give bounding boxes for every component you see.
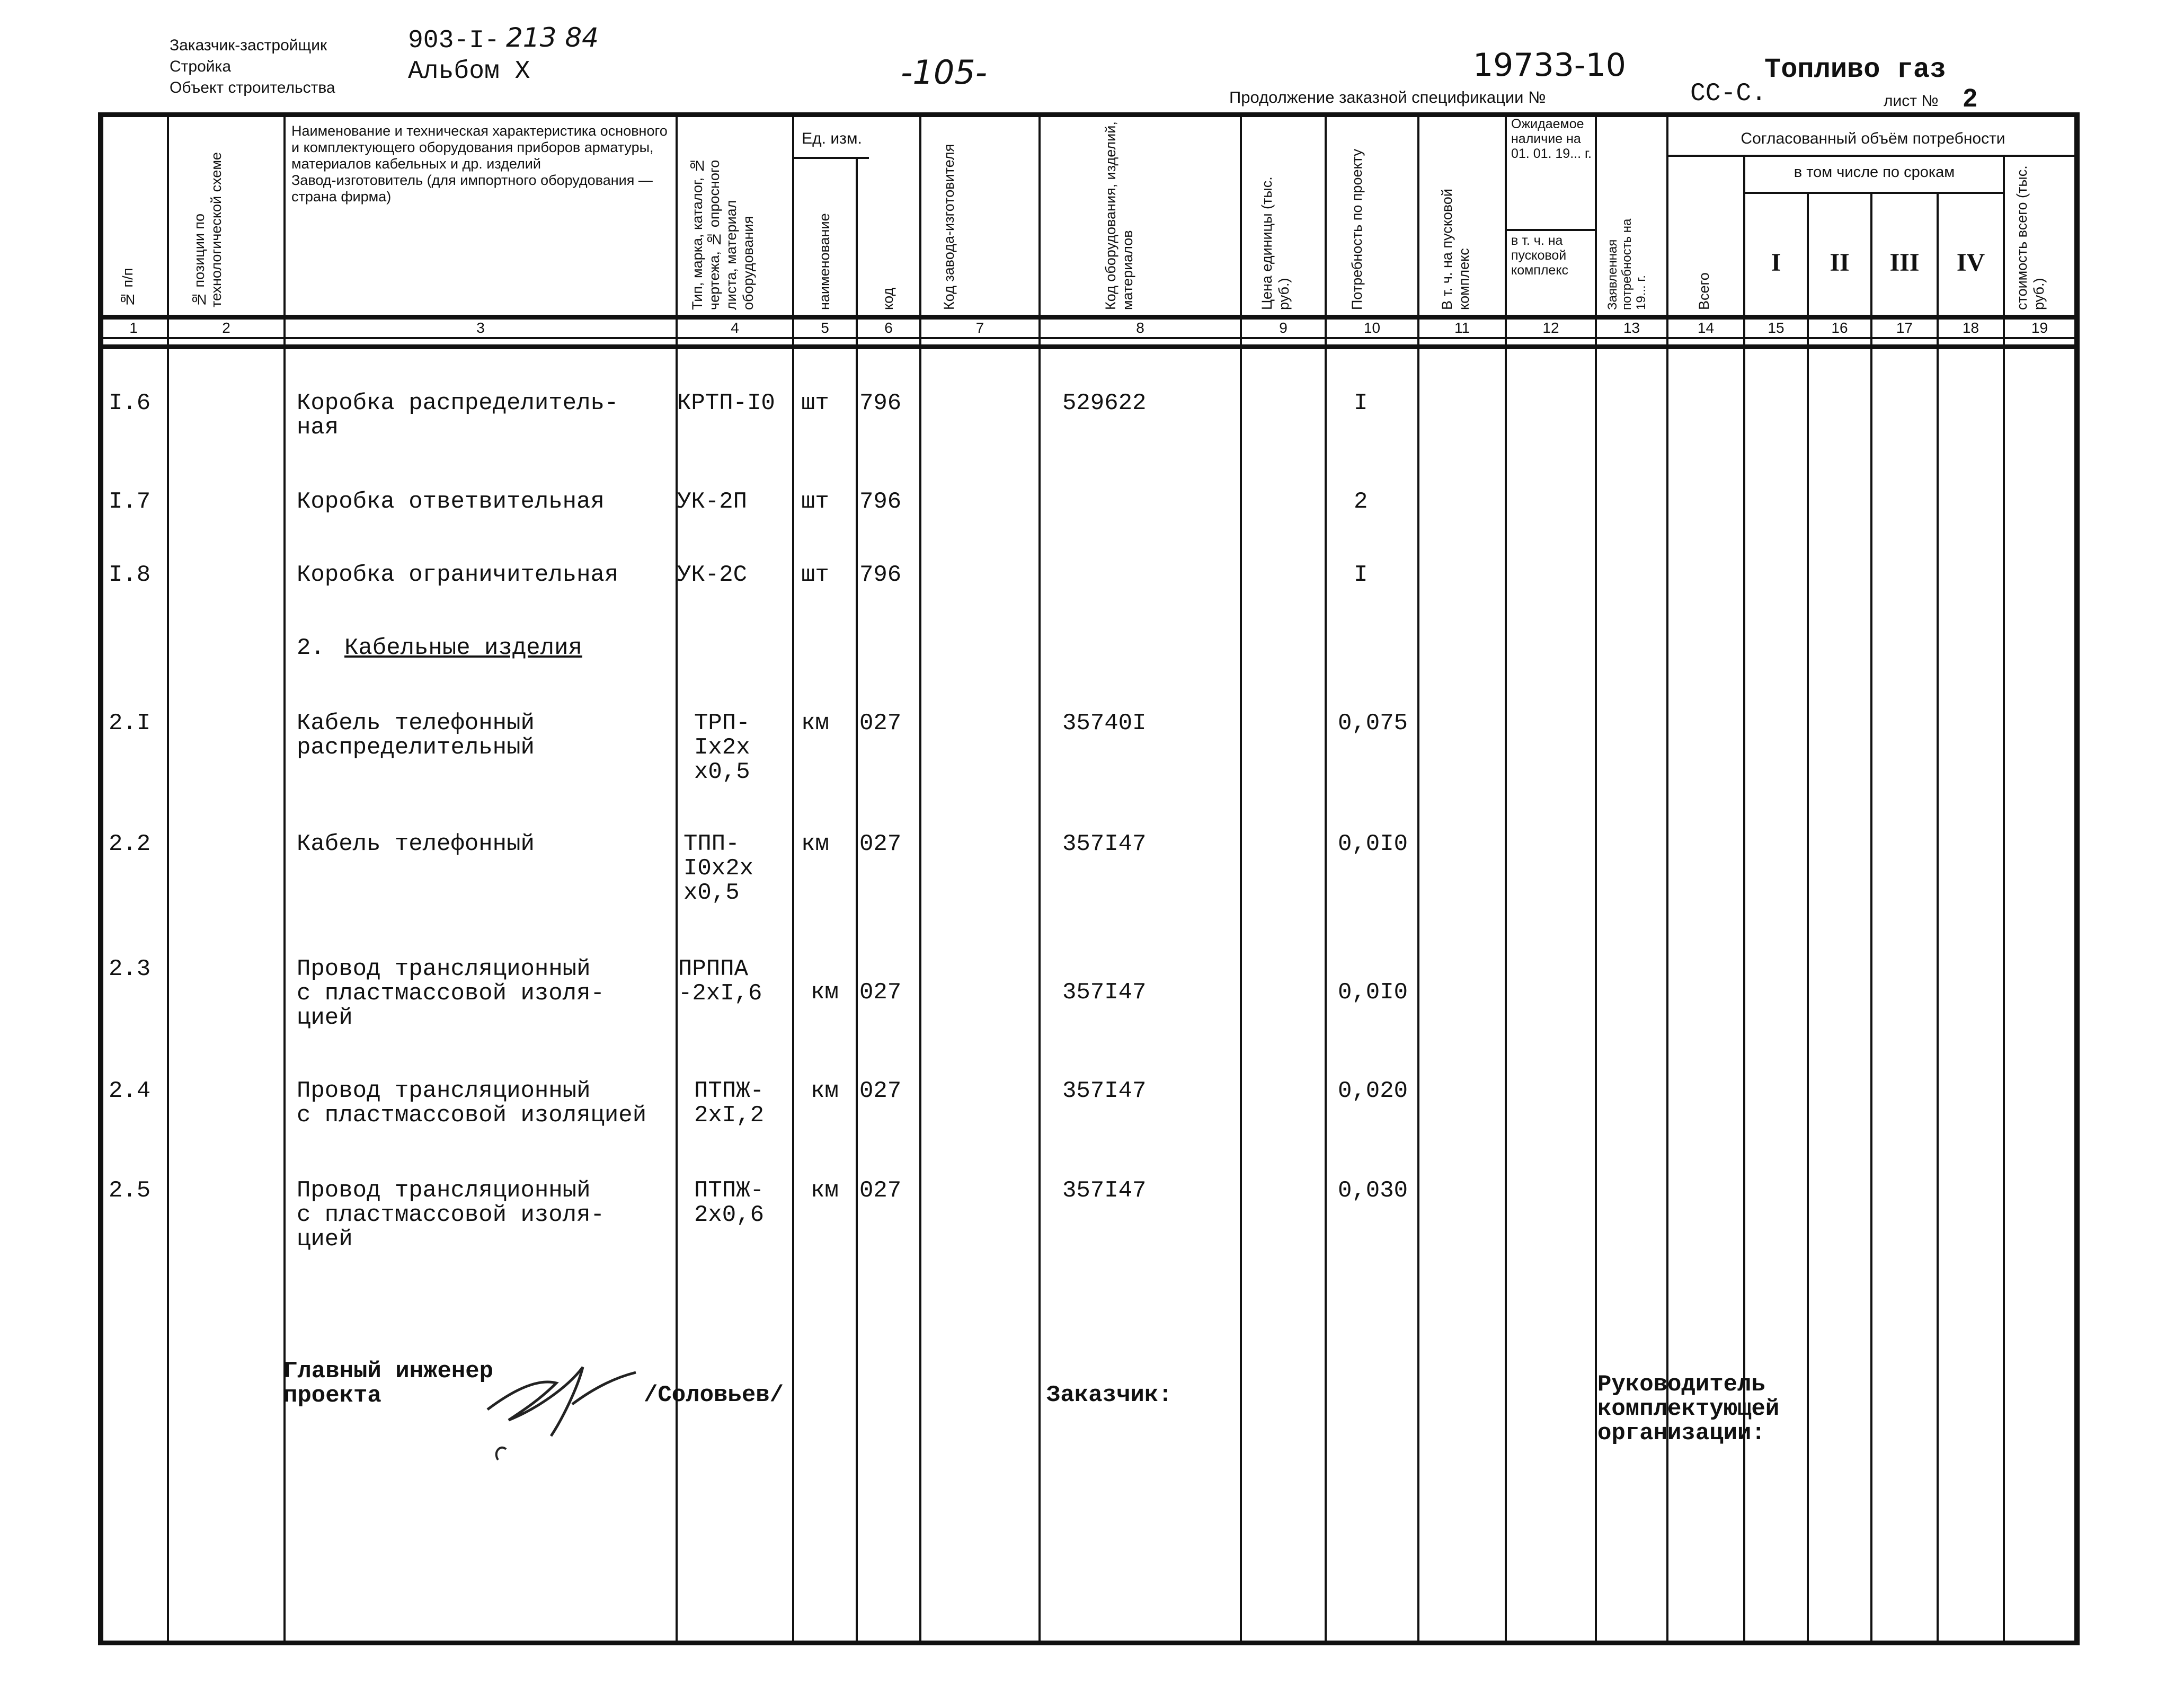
row-name: Коробка распределитель- ная <box>297 390 619 441</box>
row-number: 2.5 <box>109 1177 151 1204</box>
col-header-4: Тип, марка, каталог, № чертежа, № опросного листа, материал оборудования <box>689 157 756 310</box>
row-number: I.8 <box>109 562 151 588</box>
album-label: Альбом X <box>408 57 530 86</box>
row-name: Коробка ответвительная <box>297 489 605 515</box>
col-number-15: 15 <box>1768 320 1785 336</box>
col-header-11: В т. ч. на пусковой комплекс <box>1439 189 1472 310</box>
row-unit: шт <box>801 489 829 515</box>
section-title: Кабельные изделия <box>344 635 582 661</box>
row-name: Провод трансляционный с пластмассовой изоля- цией <box>297 956 605 1031</box>
row-name: Провод трансляционный с пластмассовой изоляцией <box>297 1078 647 1129</box>
col-line-7 <box>1038 112 1041 1645</box>
agreed-subheader-line <box>1666 155 2080 157</box>
col-line-5 <box>856 157 858 1645</box>
col-number-14: 14 <box>1697 320 1715 336</box>
row-unit: км <box>801 831 829 857</box>
construction-label: Стройка <box>170 58 232 75</box>
supplier-head-label: Руководитель комплектующей организации: <box>1597 1371 1780 1447</box>
row-unit-code: 027 <box>859 979 902 1006</box>
row-need: I <box>1354 562 1368 588</box>
col-line-10 <box>1417 112 1419 1645</box>
row-need: 2 <box>1354 489 1368 515</box>
row-equip-code: 35740I <box>1062 710 1147 737</box>
row-need: 0,075 <box>1338 710 1408 737</box>
col-number-19: 19 <box>2031 320 2048 336</box>
col-header-12-bottom: в т. ч. на пусковой комплекс <box>1511 233 1569 278</box>
row-unit-code: 796 <box>859 489 902 515</box>
row-unit-code: 796 <box>859 562 902 588</box>
row-unit: км <box>811 1078 839 1104</box>
row-need: I <box>1354 390 1368 416</box>
row-unit-code: 027 <box>859 1078 902 1104</box>
col-header-2: № позиции по технологической схеме <box>191 152 224 307</box>
col-number-9: 9 <box>1279 320 1288 336</box>
col-line-1 <box>167 112 169 1645</box>
row-type: ТРП- Ix2x x0,5 <box>694 710 750 785</box>
row-number: 2.3 <box>109 956 151 982</box>
object-label: Объект строительства <box>170 79 335 96</box>
col-header-9: Цена единицы (тыс. руб.) <box>1259 176 1292 310</box>
row-equip-code: 357I47 <box>1062 979 1147 1006</box>
row-unit: шт <box>801 562 829 588</box>
row-name: Провод трансляционный с пластмассовой изоля- цией <box>297 1177 605 1253</box>
col-header-8: Код оборудования, изделий, материалов <box>1103 121 1135 310</box>
col-header-12-top: Ожидаемое наличие на 01. 01. 19... г. <box>1511 117 1592 161</box>
col-header-15: I <box>1771 249 1781 277</box>
col-number-18: 18 <box>1962 320 1979 336</box>
col-header-14: Всего <box>1696 272 1712 310</box>
customer-label: Заказчик-застройщик <box>170 37 327 54</box>
row-need: 0,0I0 <box>1338 831 1408 857</box>
c12-divider-line <box>1505 229 1595 231</box>
section-number: 2. <box>297 635 325 661</box>
col-line-left <box>98 112 103 1645</box>
row-number: 2.2 <box>109 831 151 857</box>
row-number: I.6 <box>109 390 151 416</box>
row-type: УК-2С <box>677 562 748 588</box>
row-unit-code: 796 <box>859 390 902 416</box>
customer-label-footer: Заказчик: <box>1046 1382 1173 1408</box>
col-line-8 <box>1240 112 1242 1645</box>
col-number-16: 16 <box>1831 320 1848 336</box>
table-bottom-border <box>98 1641 2080 1645</box>
col-line-18 <box>2003 155 2005 1645</box>
signature-image <box>477 1346 657 1473</box>
col-number-12: 12 <box>1542 320 1559 336</box>
row-type: КРТП-I0 <box>677 390 775 416</box>
col-header-3: Наименование и техническая характеристика основного и комплектующего оборудования приборов арматуры, материалов кабельных и др. изделий Завод-изготовитель (для импортного оборудования — страна фирма) <box>291 123 668 205</box>
continuation-label: Продолжение заказной спецификации № <box>1229 88 1546 107</box>
col-number-2: 2 <box>222 320 230 336</box>
row-number: I.7 <box>109 489 151 515</box>
col-header-16: II <box>1830 249 1850 277</box>
row-unit: шт <box>801 390 829 416</box>
col-header-13: Заявленная потребность на 19... г. <box>1605 218 1648 310</box>
row-equip-code: 357I47 <box>1062 1078 1147 1104</box>
terms-subheader-line <box>1743 192 2003 194</box>
col-header-17: III <box>1889 249 1920 277</box>
col-number-11: 11 <box>1454 320 1470 336</box>
col-line-17 <box>1937 192 1939 1645</box>
terms-header: в том числе по срокам <box>1794 164 1955 181</box>
col-number-7: 7 <box>975 320 984 336</box>
row-equip-code: 357I47 <box>1062 831 1147 857</box>
topic: Топливо газ <box>1764 54 1947 85</box>
row-equip-code: 357I47 <box>1062 1177 1147 1204</box>
spec-code: СС-С. <box>1690 79 1767 108</box>
col-header-18: IV <box>1956 249 1985 277</box>
col-line-9 <box>1325 112 1327 1645</box>
col-header-19: стоимость всего (тыс. руб.) <box>2014 165 2047 310</box>
table-top-border <box>98 112 2080 117</box>
row-need: 0,020 <box>1338 1078 1408 1104</box>
row-name: Коробка ограничительная <box>297 562 619 588</box>
col-line-12 <box>1595 112 1597 1645</box>
row-unit: км <box>811 979 839 1006</box>
col-line-16 <box>1870 192 1872 1645</box>
agreed-volume-header: Согласованный объём потребности <box>1741 130 2005 147</box>
row-number: 2.4 <box>109 1078 151 1104</box>
row-type: УК-2П <box>677 489 748 515</box>
col-header-unit-group: Ед. изм. <box>802 130 862 147</box>
col-line-2 <box>283 112 286 1645</box>
project-code-handwritten: 213 84 <box>506 22 599 53</box>
row-name: Кабель телефонный <box>297 831 535 857</box>
spec-number-handwritten: 19733-10 <box>1473 47 1626 84</box>
row-name: Кабель телефонный распределительный <box>297 710 535 761</box>
row-need: 0,030 <box>1338 1177 1408 1204</box>
col-line-15 <box>1807 192 1809 1645</box>
row-number: 2.I <box>109 710 151 737</box>
row-type: ПРППА -2xI,6 <box>678 956 762 1007</box>
col-line-3 <box>676 112 678 1645</box>
number-row-line-1 <box>98 337 2080 339</box>
chief-engineer-name: /Соловьев/ <box>644 1382 784 1408</box>
col-header-5: наименование <box>816 213 832 310</box>
col-number-8: 8 <box>1136 320 1144 336</box>
row-type: ПТПЖ- 2x0,6 <box>694 1177 765 1228</box>
col-number-5: 5 <box>821 320 829 336</box>
row-need: 0,0I0 <box>1338 979 1408 1006</box>
col-number-4: 4 <box>731 320 739 336</box>
page-number: -105- <box>901 53 988 92</box>
row-unit-code: 027 <box>859 1177 902 1204</box>
row-type: ПТПЖ- 2xI,2 <box>694 1078 765 1129</box>
chief-engineer-label: Главный инженер проекта <box>283 1358 494 1409</box>
col-number-6: 6 <box>884 320 893 336</box>
col-number-3: 3 <box>476 320 485 336</box>
col-line-11 <box>1505 112 1507 1645</box>
col-header-6: код <box>880 287 896 310</box>
row-type: ТПП- I0x2x x0,5 <box>683 831 754 906</box>
row-unit-code: 027 <box>859 831 902 857</box>
col-line-right <box>2074 112 2080 1645</box>
row-unit: км <box>801 710 829 737</box>
row-equip-code: 529622 <box>1062 390 1147 416</box>
col-header-1: № п/п <box>120 268 136 307</box>
sheet-number: 2 <box>1963 84 1977 112</box>
number-row-line-2 <box>98 344 2080 349</box>
col-header-10: Потребность по проекту <box>1349 149 1365 310</box>
row-unit-code: 027 <box>859 710 902 737</box>
col-number-1: 1 <box>129 320 138 336</box>
col-number-10: 10 <box>1363 320 1381 336</box>
sheet-label: лист № <box>1884 92 1939 110</box>
row-unit: км <box>811 1177 839 1204</box>
col-number-17: 17 <box>1896 320 1913 336</box>
col-line-6 <box>919 112 921 1645</box>
col-line-4 <box>792 112 794 1645</box>
col-number-13: 13 <box>1623 320 1640 336</box>
project-code: 903-I- <box>408 26 500 55</box>
col-header-7: Код завода-изготовителя <box>941 144 957 310</box>
